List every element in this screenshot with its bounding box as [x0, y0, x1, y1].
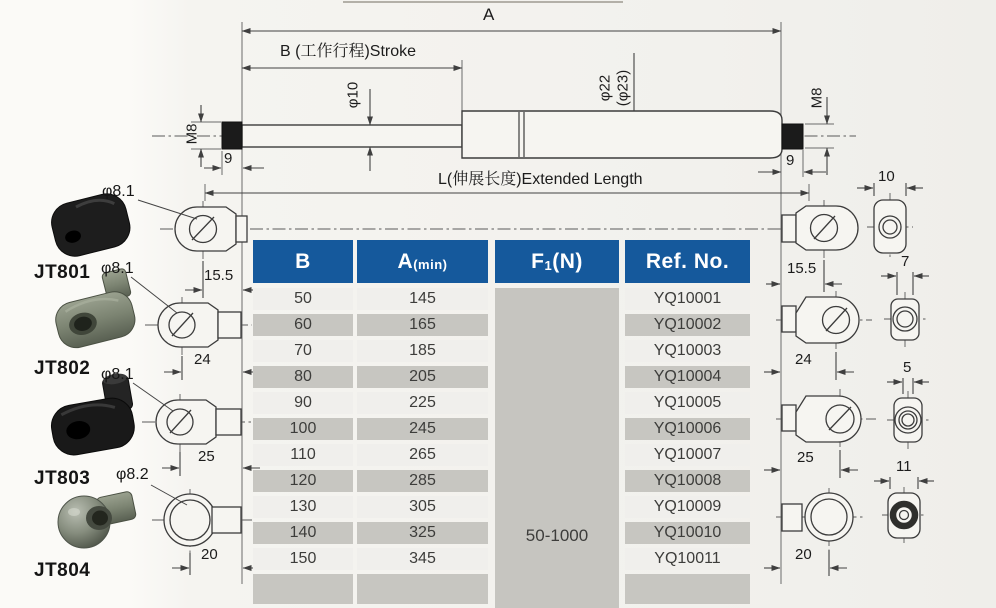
thread-right	[782, 124, 803, 149]
header-a-sub: (min)	[413, 256, 448, 272]
right-fitting-2-offset: 24	[795, 351, 812, 368]
header-f-text: F	[531, 249, 545, 273]
dim-overall-length: A	[483, 5, 495, 24]
cell-ref-value: YQ10007	[625, 444, 750, 466]
cell-stroke-value: 70	[253, 340, 353, 362]
force-range-value: 50-1000	[525, 526, 589, 545]
cell-amin-value: 225	[357, 392, 488, 414]
gas-spring-body	[222, 111, 803, 158]
cylinder-tube	[462, 111, 782, 158]
table-row-partial-a	[357, 574, 488, 604]
cell-ref-value: YQ10003	[625, 340, 750, 362]
right-fitting-3-offset: 25	[797, 449, 814, 466]
jt802-hole-diameter: φ8.1	[101, 260, 134, 277]
right-fitting-1-width: 10	[878, 168, 895, 185]
cell-stroke-value: 80	[253, 366, 353, 388]
cell-amin-value: 245	[357, 418, 488, 440]
thread-left	[222, 122, 242, 149]
right-fitting-2-width: 7	[901, 253, 910, 270]
dim-thread-length-right: 9	[786, 152, 795, 169]
jt801-offset: 15.5	[204, 267, 234, 284]
dim-thread-right: M8	[808, 87, 826, 109]
dim-tube-diameter: φ22	[596, 74, 614, 102]
cell-stroke-value: 60	[253, 314, 353, 336]
header-col-b	[253, 240, 353, 283]
cell-stroke-value: 50	[253, 288, 353, 310]
cell-amin-value: 185	[357, 340, 488, 362]
cell-stroke-value: 150	[253, 548, 353, 570]
cell-stroke-value: 140	[253, 522, 353, 544]
column-ref-cells	[625, 288, 750, 574]
header-col-ref	[625, 240, 750, 283]
jt802-label: JT802	[34, 358, 91, 379]
cell-amin-value: 165	[357, 314, 488, 336]
table-row-partial-b	[253, 574, 353, 604]
header-a-text: A	[397, 249, 414, 273]
dim-tube-diameter-alt: (φ23)	[614, 69, 632, 107]
jt803-photo	[44, 372, 139, 458]
cell-amin-value: 265	[357, 444, 488, 466]
column-a-cells	[357, 288, 488, 574]
cell-amin-value: 285	[357, 470, 488, 492]
cell-stroke-value: 120	[253, 470, 353, 492]
header-b-text: B	[295, 249, 311, 273]
jt804-hole-diameter: φ8.2	[116, 466, 149, 483]
cell-amin-value: 345	[357, 548, 488, 570]
cell-stroke-value: 110	[253, 444, 353, 466]
dim-rod-diameter: φ10	[344, 81, 362, 109]
force-range-cell	[495, 288, 619, 608]
cell-ref-value: YQ10008	[625, 470, 750, 492]
header-ref-text: Ref. No.	[645, 249, 730, 273]
piston-rod	[242, 125, 462, 147]
cell-stroke-value: 100	[253, 418, 353, 440]
jt803-label: JT803	[34, 468, 91, 489]
column-b-cells	[253, 288, 353, 574]
cell-ref-value: YQ10010	[625, 522, 750, 544]
cell-stroke-value: 90	[253, 392, 353, 414]
cell-ref-value: YQ10005	[625, 392, 750, 414]
right-fitting-3-width: 5	[903, 359, 912, 376]
cell-ref-value: YQ10011	[625, 548, 750, 570]
cell-ref-value: YQ10006	[625, 418, 750, 440]
jt801-hole-diameter: φ8.1	[102, 183, 135, 200]
jt802-offset: 24	[194, 351, 211, 368]
header-col-f	[495, 240, 619, 283]
dim-thread-left: M8	[183, 123, 201, 145]
cell-amin-value: 205	[357, 366, 488, 388]
jt803-hole-diameter: φ8.1	[101, 366, 134, 383]
right-fitting-drawings	[782, 200, 922, 541]
header-f-unit: (N)	[552, 249, 583, 273]
header-col-a	[357, 240, 488, 283]
jt804-photo	[58, 491, 137, 548]
jt801-label: JT801	[34, 262, 91, 283]
right-fitting-1-offset: 15.5	[787, 260, 817, 277]
cell-ref-value: YQ10009	[625, 496, 750, 518]
dim-stroke: B (工作行程)Stroke	[280, 43, 417, 60]
cell-amin-value: 325	[357, 522, 488, 544]
jt804-label: JT804	[34, 560, 91, 581]
cell-amin-value: 145	[357, 288, 488, 310]
cell-ref-value: YQ10001	[625, 288, 750, 310]
jt803-offset: 25	[198, 448, 215, 465]
cell-amin-value: 305	[357, 496, 488, 518]
cell-stroke-value: 130	[253, 496, 353, 518]
cell-ref-value: YQ10002	[625, 314, 750, 336]
right-fitting-4-offset: 20	[795, 546, 812, 563]
dim-extended-length: L(伸展长度)Extended Length	[438, 171, 643, 188]
jt804-offset: 20	[201, 546, 218, 563]
cell-ref-value: YQ10004	[625, 366, 750, 388]
right-fitting-4-width: 11	[896, 458, 912, 475]
table-row-partial-ref	[625, 574, 750, 604]
header-f-sub: 1	[544, 257, 553, 273]
dim-thread-length-left: 9	[224, 150, 233, 167]
